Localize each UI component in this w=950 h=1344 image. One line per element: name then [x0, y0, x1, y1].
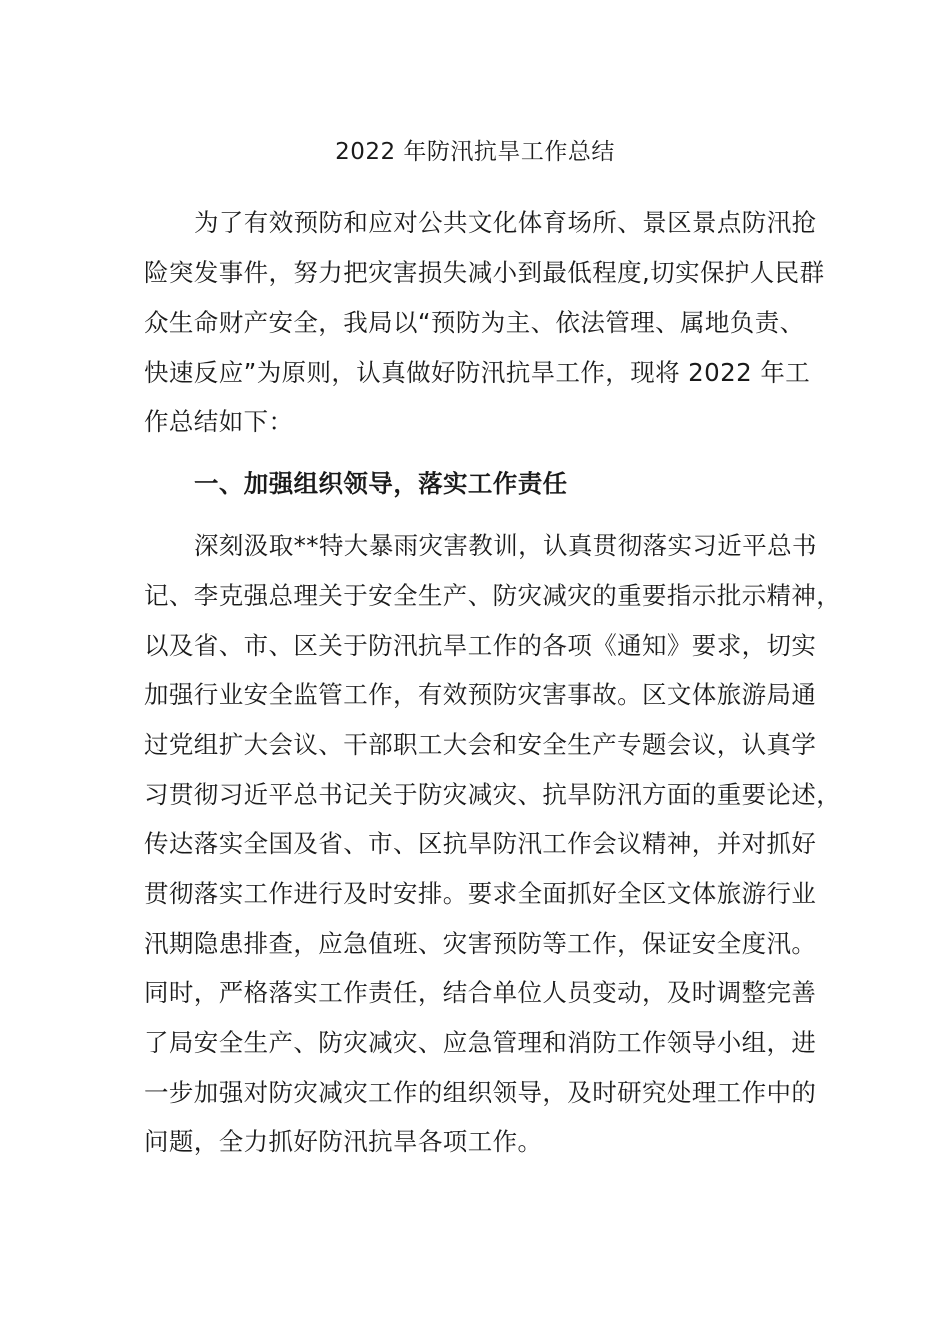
body-line: 习贯彻习近平总书记关于防灾减灾、抗旱防汛方面的重要论述， [144, 780, 842, 809]
body-line: 汛期隐患排查，应急值班、灾害预防等工作，保证安全度汛。 [144, 929, 817, 958]
body-line: 一步加强对防灾减灾工作的组织领导，及时研究处理工作中的 [144, 1078, 817, 1107]
intro-line: 险突发事件，努力把灾害损失减小到最低程度,切实保护人民群 [144, 258, 825, 287]
document-title: 2022 年防汛抗旱工作总结 [335, 139, 615, 165]
body-line: 同时，严格落实工作责任，结合单位人员变动，及时调整完善 [144, 978, 817, 1007]
body-line: 以及省、市、区关于防汛抗旱工作的各项《通知》要求，切实 [144, 631, 817, 660]
body-line: 深刻汲取**特大暴雨灾害教训，认真贯彻落实习近平总书 [194, 531, 817, 560]
intro-line: 快速反应”为原则，认真做好防汛抗旱工作，现将 2022 年工 [144, 358, 811, 387]
intro-line: 作总结如下： [144, 407, 294, 436]
intro-line: 为了有效预防和应对公共文化体育场所、景区景点防汛抢 [194, 208, 817, 237]
body-line: 了局安全生产、防灾减灾、应急管理和消防工作领导小组，进 [144, 1028, 817, 1057]
body-line: 传达落实全国及省、市、区抗旱防汛工作会议精神，并对抓好 [144, 829, 817, 858]
body-line: 过党组扩大会议、干部职工大会和安全生产专题会议，认真学 [144, 730, 817, 759]
body-line: 记、李克强总理关于安全生产、防灾减灾的重要指示批示精神， [144, 581, 842, 610]
intro-line: 众生命财产安全，我局以“预防为主、依法管理、属地负责、 [144, 308, 805, 337]
body-line: 问题，全力抓好防汛抗旱各项工作。 [144, 1127, 543, 1156]
body-line: 加强行业安全监管工作，有效预防灾害事故。区文体旅游局通 [144, 680, 817, 709]
section-heading: 一、加强组织领导，落实工作责任 [194, 469, 568, 498]
body-line: 贯彻落实工作进行及时安排。要求全面抓好全区文体旅游行业 [144, 879, 817, 908]
